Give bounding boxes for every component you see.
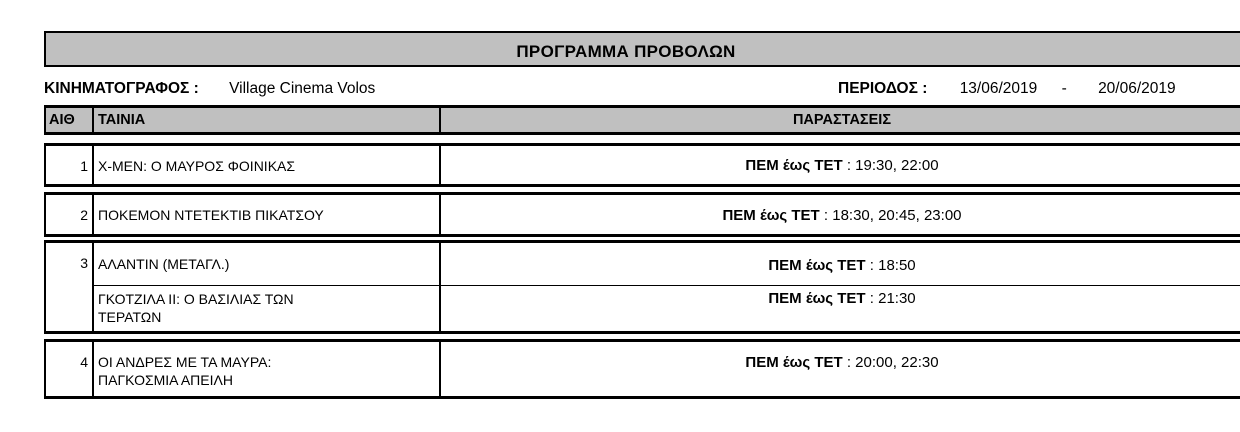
period-separator: - xyxy=(1061,80,1067,97)
page-title: ΠΡΟΓΡΑΜΜΑ ΠΡΟΒΟΛΩΝ xyxy=(516,42,736,61)
film-title-line: ΟΙ ΑΝΔΡΕΣ ΜΕ ΤΑ ΜΑΥΡΑ: xyxy=(98,354,272,370)
film-title xyxy=(98,290,294,326)
cinema-name: Village Cinema Volos xyxy=(229,80,376,97)
column-divider xyxy=(439,243,441,331)
column-divider xyxy=(92,342,94,396)
header-hall: ΑΙΘ xyxy=(49,112,75,128)
row-separator xyxy=(92,285,1240,286)
table-header xyxy=(44,105,1240,135)
period-info xyxy=(838,80,1176,98)
table-row xyxy=(44,192,1240,237)
showtimes xyxy=(442,157,1240,174)
film-title xyxy=(98,353,271,389)
column-divider xyxy=(439,146,441,184)
period-to: 20/06/2019 xyxy=(1098,80,1176,97)
table-row xyxy=(44,339,1240,399)
showtimes xyxy=(442,290,1240,307)
film-title-line: ΤΕΡΑΤΩΝ xyxy=(98,309,162,325)
film-title: X-MEN: Ο ΜΑΥΡΟΣ ΦΟΙΝΙΚΑΣ xyxy=(98,158,296,174)
show-days: ΠΕΜ έως ΤΕΤ xyxy=(722,207,820,224)
show-days: ΠΕΜ έως ΤΕΤ xyxy=(768,290,866,307)
show-times: : 21:30 xyxy=(865,290,916,307)
period-from: 13/06/2019 xyxy=(959,80,1038,97)
column-divider xyxy=(92,243,94,331)
showtimes xyxy=(442,207,1240,224)
table-row xyxy=(44,143,1240,187)
period-label: ΠΕΡΙΟΔΟΣ : xyxy=(838,80,928,97)
title-bar xyxy=(44,31,1240,67)
showtimes xyxy=(442,354,1240,371)
film-title: ΑΛΑΝΤΙΝ (ΜΕΤΑΓΛ.) xyxy=(98,256,230,272)
show-times: : 20:00, 22:30 xyxy=(842,354,939,371)
column-divider xyxy=(439,195,441,234)
cinema-info xyxy=(44,80,375,98)
film-title-line: ΠΑΓΚΟΣΜΙΑ ΑΠΕΙΛΗ xyxy=(98,372,233,388)
hall-number: 3 xyxy=(80,255,88,271)
table-row xyxy=(44,240,1240,334)
header-divider xyxy=(92,108,94,132)
column-divider xyxy=(92,146,94,184)
column-divider xyxy=(92,195,94,234)
show-times: : 19:30, 22:00 xyxy=(842,157,939,174)
column-divider xyxy=(439,342,441,396)
cinema-label: ΚΙΝΗΜΑΤΟΓΡΑΦΟΣ : xyxy=(44,80,199,97)
showtimes xyxy=(442,257,1240,274)
show-days: ΠΕΜ έως ΤΕΤ xyxy=(768,257,866,274)
show-times: : 18:30, 20:45, 23:00 xyxy=(819,207,962,224)
show-times: : 18:50 xyxy=(865,257,916,274)
show-days: ΠΕΜ έως ΤΕΤ xyxy=(745,354,843,371)
show-days: ΠΕΜ έως ΤΕΤ xyxy=(745,157,843,174)
header-shows: ΠΑΡΑΣΤΑΣΕΙΣ xyxy=(792,112,892,128)
hall-number: 2 xyxy=(80,207,88,223)
hall-number: 1 xyxy=(80,158,88,174)
film-title: ΠΟΚΕΜΟΝ ΝΤΕΤΕΚΤΙΒ ΠΙΚΑΤΣΟΥ xyxy=(98,207,324,223)
film-title-line: ΓΚΟΤΖΙΛΑ II: Ο ΒΑΣΙΛΙΑΣ ΤΩΝ xyxy=(98,291,294,307)
header-divider xyxy=(439,108,441,132)
hall-number: 4 xyxy=(80,354,88,370)
header-film: ΤΑΙΝΙΑ xyxy=(98,112,146,128)
